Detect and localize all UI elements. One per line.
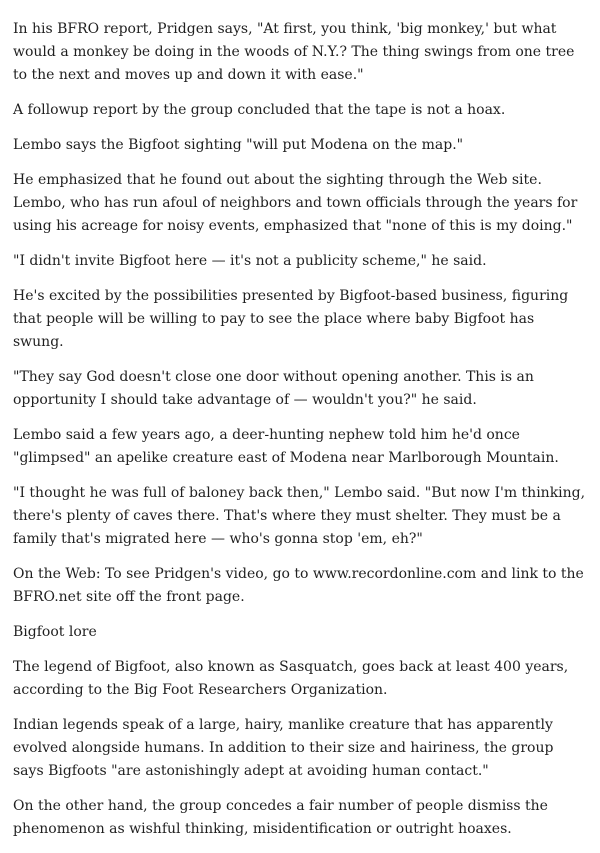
paragraph-followup-report: A followup report by the group concluded that the tape is not a hoax. xyxy=(13,102,506,118)
paragraph-baloney-quote: "I thought he was full of baloney back then," Lembo said. "But now I'm thinking, there's plenty of caves there. That's where they must shelter. They must be a family that's migrated here — who's gonna stop 'em, eh?" xyxy=(13,485,586,547)
article-body xyxy=(13,18,587,853)
section-heading-bigfoot-lore: Bigfoot lore xyxy=(13,624,97,640)
paragraph-legend: The legend of Bigfoot, also known as Sasquatch, goes back at least 400 years, according to the Big Foot Researchers Organization. xyxy=(13,659,569,698)
paragraph-business-possibilities: He's excited by the possibilities presented by Bigfoot-based business, figuring that people will be willing to pay to see the place where baby Bigfoot has swung. xyxy=(13,288,569,350)
paragraph-nephew-sighting: Lembo said a few years ago, a deer-hunting nephew told him he'd once "glimpsed" an apelike creature east of Modena near Marlborough Mountain. xyxy=(13,427,559,466)
paragraph-opportunity-quote: "They say God doesn't close one door without opening another. This is an opportunity I should take advantage of — wouldn't you?" he said. xyxy=(13,369,534,408)
paragraph-lembo-web-site: He emphasized that he found out about the sighting through the Web site. Lembo, who has run afoul of neighbors and town officials through the years for using his acreage for noisy events, emphasized that "none of this is my doing." xyxy=(13,172,578,234)
paragraph-skeptics: On the other hand, the group concedes a fair number of people dismiss the phenomenon as wishful thinking, misidentification or outright hoaxes. xyxy=(13,798,548,837)
paragraph-pridgen-quote: In his BFRO report, Pridgen says, "At first, you think, 'big monkey,' but what would a monkey be doing in the woods of N.Y.? The thing swings from one tree to the next and moves up and down it with ease." xyxy=(13,21,575,83)
paragraph-publicity-quote: "I didn't invite Bigfoot here — it's not a publicity scheme," he said. xyxy=(13,253,487,269)
paragraph-modena-map: Lembo says the Bigfoot sighting "will put Modena on the map." xyxy=(13,137,464,153)
paragraph-indian-legends: Indian legends speak of a large, hairy, manlike creature that has apparently evolved alongside humans. In addition to their size and hairiness, the group says Bigfoots "are astonishingly adept at avoiding human contact." xyxy=(13,717,554,779)
paragraph-on-the-web: On the Web: To see Pridgen's video, go to www.recordonline.com and link to the BFRO.net site off the front page. xyxy=(13,566,584,605)
